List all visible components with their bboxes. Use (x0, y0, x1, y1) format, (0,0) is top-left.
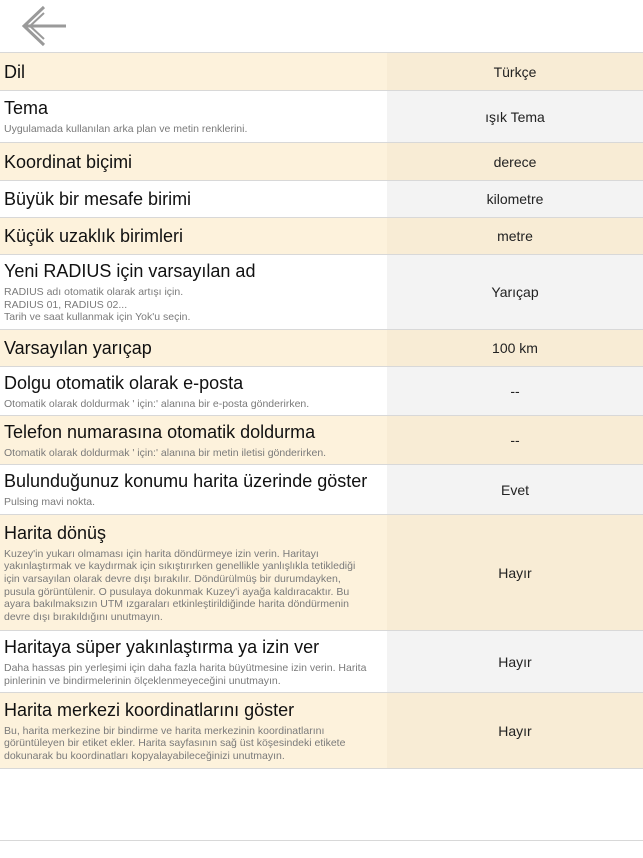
setting-row-theme[interactable] (0, 91, 643, 143)
setting-description: Otomatik olarak doldurmak ' için:' alanına bir e-posta gönderirken. (4, 397, 310, 410)
setting-label-cell (0, 255, 387, 329)
setting-row-coordinate-format[interactable] (0, 143, 643, 181)
setting-label-cell (0, 631, 387, 692)
setting-row-small-distance-unit[interactable] (0, 218, 643, 255)
setting-row-show-location[interactable] (0, 465, 643, 515)
setting-value[interactable]: Yarıçap (387, 255, 643, 329)
setting-row-super-zoom[interactable] (0, 631, 643, 693)
setting-label-cell (0, 416, 387, 464)
setting-value[interactable]: -- (387, 416, 643, 464)
setting-title: Harita dönüş (4, 522, 107, 543)
back-arrow-icon (20, 4, 70, 48)
back-button[interactable] (20, 4, 70, 48)
setting-row-autofill-email[interactable] (0, 367, 643, 416)
setting-title: Telefon numarasına otomatik doldurma (4, 421, 316, 442)
setting-value[interactable]: 100 km (387, 330, 643, 366)
setting-value[interactable]: Türkçe (387, 53, 643, 90)
setting-value[interactable]: Hayır (387, 693, 643, 768)
top-bar (0, 0, 643, 52)
setting-title: Tema (4, 98, 49, 119)
setting-label-cell (0, 91, 387, 142)
setting-title: Büyük bir mesafe birimi (4, 189, 192, 209)
setting-title: Yeni RADIUS için varsayılan ad (4, 261, 256, 282)
setting-value[interactable]: kilometre (387, 181, 643, 217)
setting-title: Küçük uzaklık birimleri (4, 226, 184, 246)
setting-label-cell (0, 53, 387, 90)
setting-title: Varsayılan yarıçap (4, 338, 152, 358)
setting-title: Haritaya süper yakınlaştırma ya izin ver (4, 636, 320, 657)
setting-description: Otomatik olarak doldurmak ' için:' alanına bir metin iletisi gönderirken. (4, 446, 327, 459)
setting-description: Kuzey'in yukarı olmaması için harita döndürmeye izin verin. Haritayı yakınlaştırmak ve kaydırmak için sıkıştırırken genellikle yanlışlıkla tetiklediği için varsayılan olarak devre dışı bırakılır. Döndürülmüş bir durumdayken, pusula görüntülenir. O pusulaya dokunmak Kuzey'i ayağa kaldıracaktır. Bu ayara bakılmaksızın UTM ızgaraları etkinleştirildiğinde harita döndürmenin devre dışı bırakıldığını unutmayın. (4, 547, 356, 623)
setting-title: Dil (4, 61, 25, 82)
setting-value[interactable]: Hayır (387, 631, 643, 692)
setting-title: Koordinat biçimi (4, 151, 133, 172)
setting-value[interactable]: Hayır (387, 515, 643, 630)
setting-label-cell (0, 218, 387, 254)
setting-label-cell (0, 330, 387, 366)
setting-label-cell (0, 515, 387, 630)
setting-description: Daha hassas pin yerleşimi için daha fazla harita büyütmesine izin verin. Harita pinlerinin ve bindirmelerinin ölçeklenmeyeceğini unutmayın. (4, 661, 367, 687)
setting-label-cell (0, 367, 387, 415)
setting-label-cell (0, 465, 387, 514)
setting-row-default-radius[interactable] (0, 330, 643, 367)
settings-table (0, 52, 643, 769)
setting-description: RADIUS adı otomatik olarak artışı için. RADIUS 01, RADIUS 02... Tarih ve saat kullanmak için Yok'u seçin. (4, 286, 191, 324)
setting-title: Harita merkezi koordinatlarını göster (4, 699, 295, 720)
setting-label-cell (0, 143, 387, 180)
setting-title: Bulunduğunuz konumu harita üzerinde göster (4, 471, 368, 492)
setting-description: Uygulamada kullanılan arka plan ve metin renklerini. (4, 123, 248, 136)
setting-row-default-radius-name[interactable] (0, 255, 643, 330)
setting-label-cell (0, 181, 387, 217)
setting-value[interactable]: Evet (387, 465, 643, 514)
setting-description: Bu, harita merkezine bir bindirme ve harita merkezinin koordinatlarını görüntüleyen bir etiket ekler. Harita sayfasının sağ üst köşesindeki etikete dokunarak bu koordinatları kopyalayabileceğinizi unutmayın. (4, 724, 346, 762)
setting-value[interactable]: -- (387, 367, 643, 415)
bottom-divider (0, 840, 643, 841)
setting-row-map-rotation[interactable] (0, 515, 643, 631)
setting-row-autofill-phone[interactable] (0, 416, 643, 465)
setting-value[interactable]: derece (387, 143, 643, 180)
setting-value[interactable]: metre (387, 218, 643, 254)
setting-description: Pulsing mavi nokta. (4, 496, 96, 509)
setting-title: Dolgu otomatik olarak e-posta (4, 372, 244, 393)
setting-label-cell (0, 693, 387, 768)
setting-row-language[interactable] (0, 53, 643, 91)
setting-value[interactable]: ışık Tema (387, 91, 643, 142)
setting-row-large-distance-unit[interactable] (0, 181, 643, 218)
setting-row-map-center-coordinates[interactable] (0, 693, 643, 769)
